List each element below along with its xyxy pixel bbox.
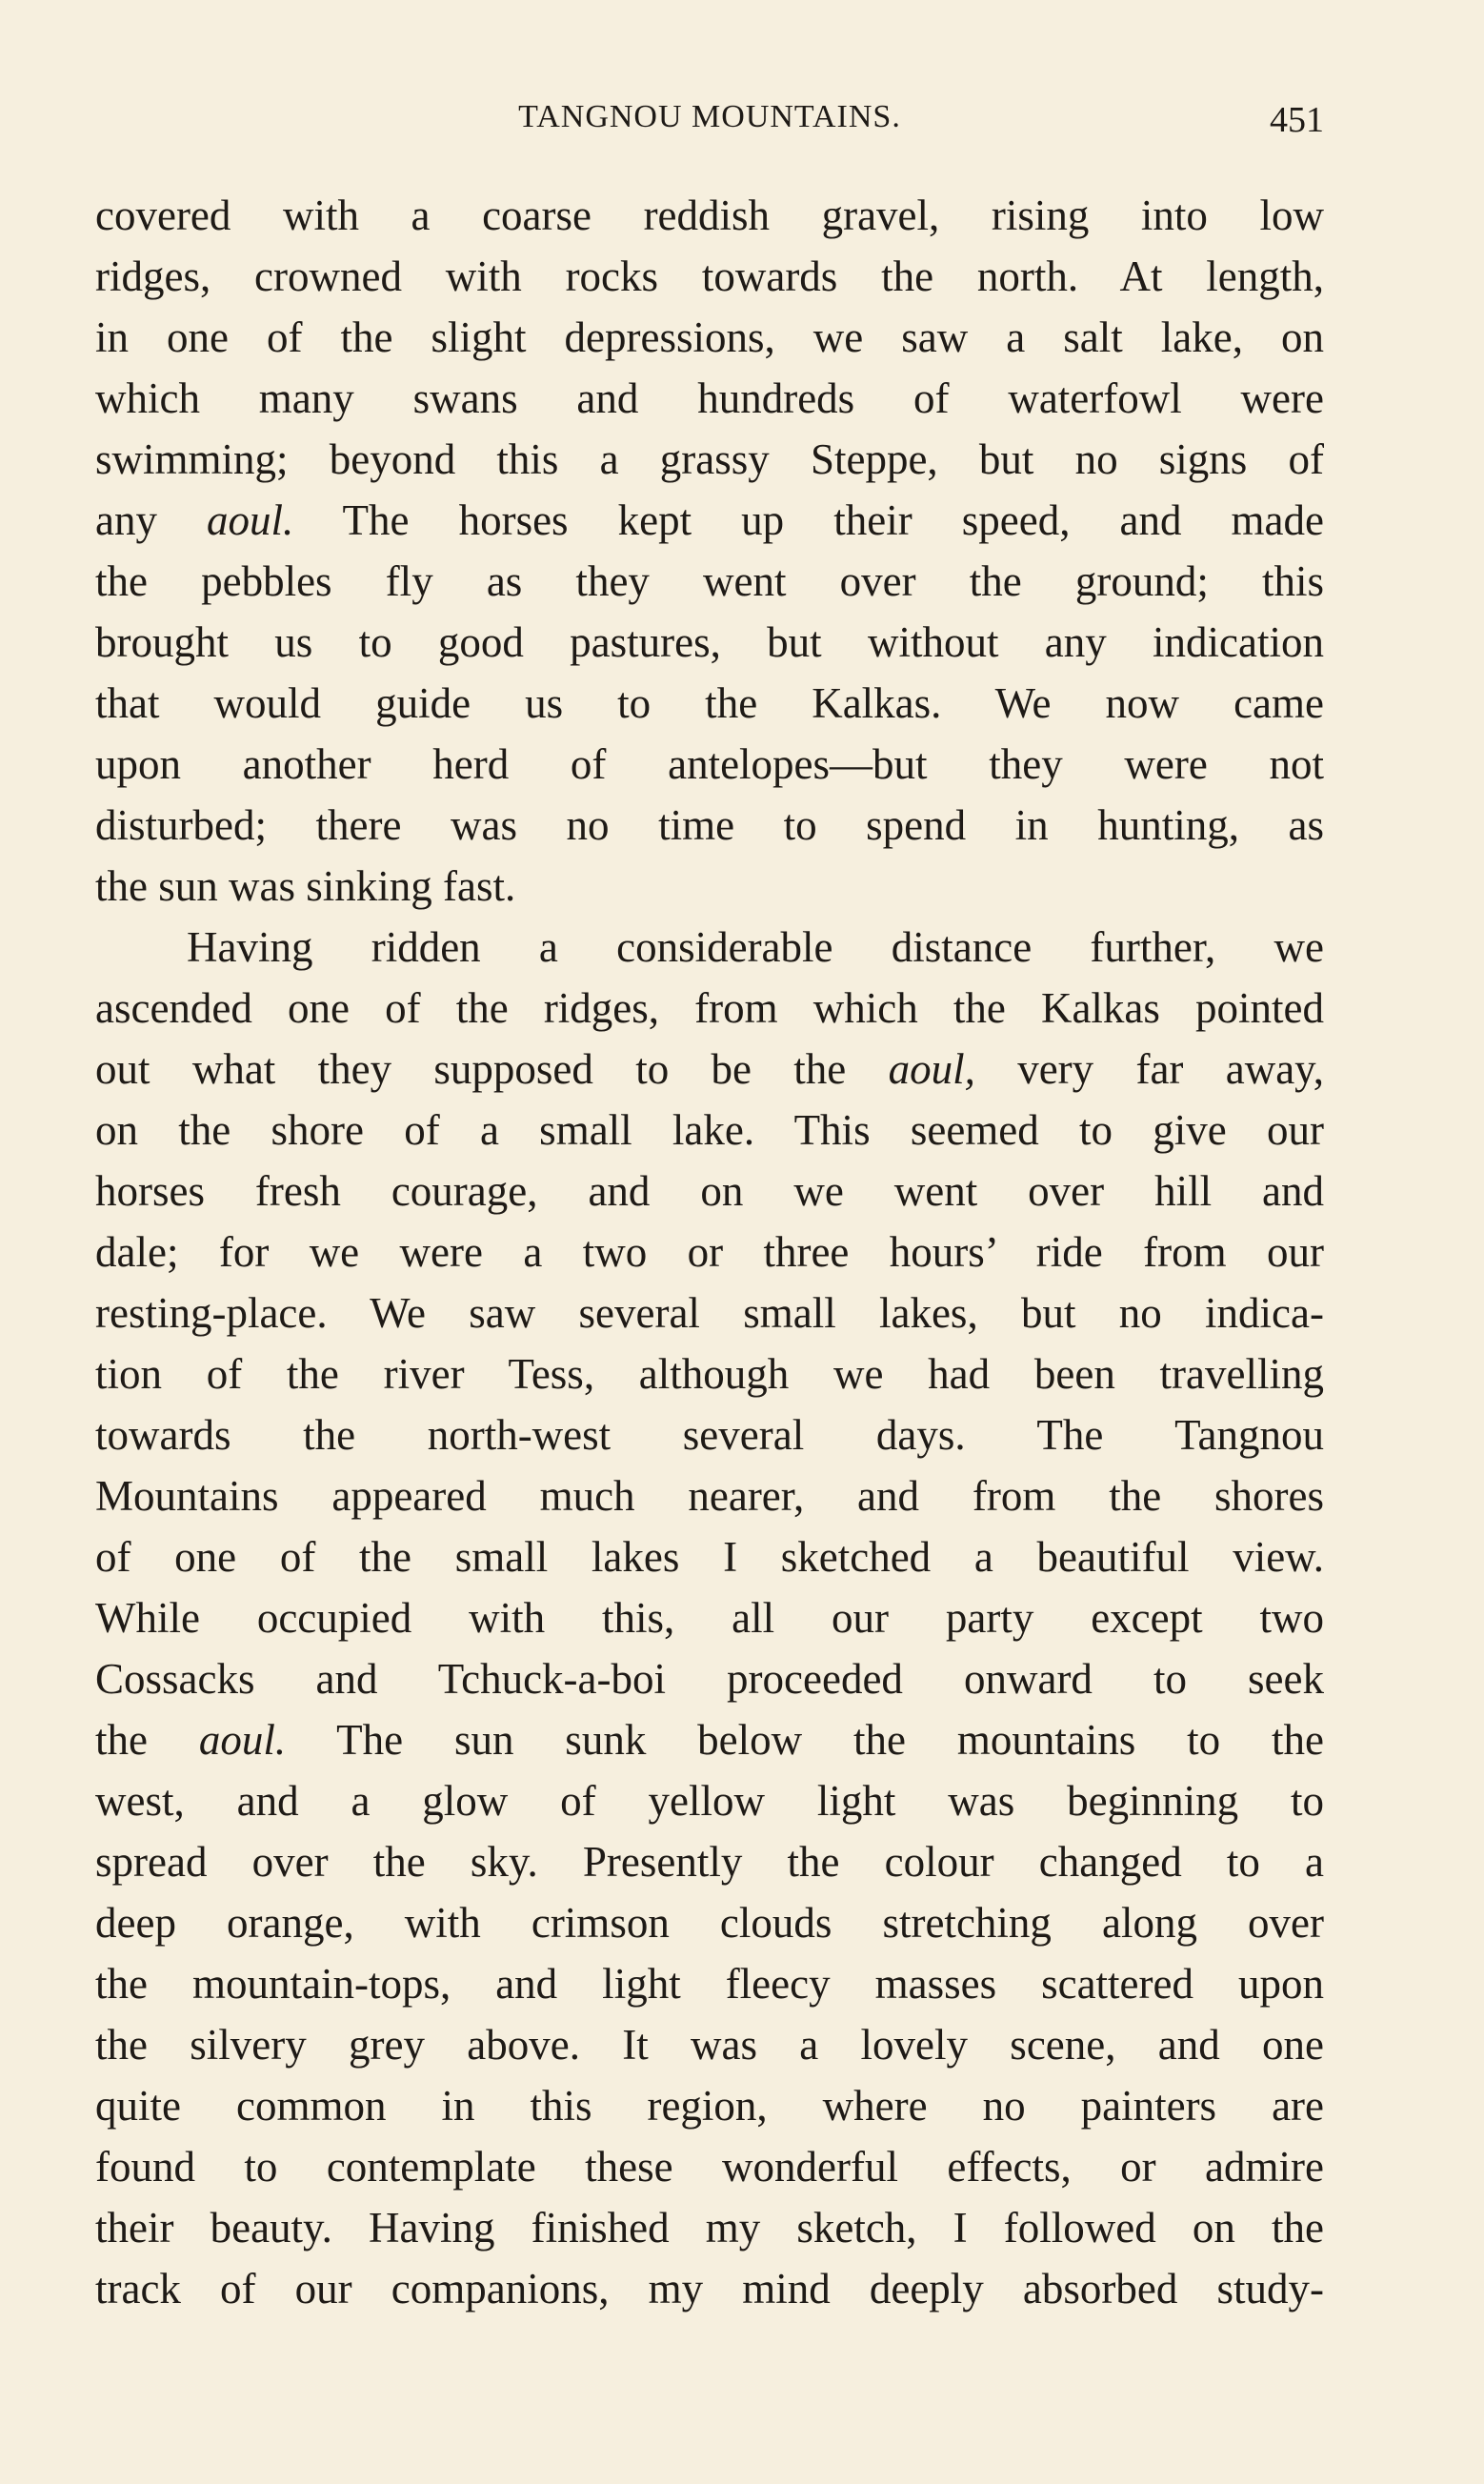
- italic-word: aoul.: [207, 496, 294, 544]
- text-line: towards the north-west several days. The Tangnou: [95, 1411, 1324, 1459]
- text-line: the mountain-tops, and light fleecy masses scattered upon: [95, 1960, 1324, 2008]
- body-text: [95, 185, 1324, 2319]
- text-line: swimming; beyond this a grassy Steppe, but no signs of: [95, 435, 1324, 483]
- page-number: 451: [1270, 100, 1324, 140]
- text-line: Cossacks and Tchuck-a-boi proceeded onward to seek: [95, 1655, 1324, 1703]
- running-head: [95, 99, 1324, 156]
- text-line: ascended one of the ridges, from which the Kalkas pointed: [95, 984, 1324, 1032]
- text-line: west, and a glow of yellow light was beginning to: [95, 1777, 1324, 1825]
- text-line: ridges, crowned with rocks towards the north. At length,: [95, 252, 1324, 300]
- text-line: the silvery grey above. It was a lovely scene, and one: [95, 2021, 1324, 2069]
- text-line: in one of the slight depressions, we saw a salt lake, on: [95, 313, 1324, 361]
- italic-word: aoul.: [198, 1716, 287, 1764]
- text-line: Mountains appeared much nearer, and from the shores: [95, 1472, 1324, 1520]
- italic-word: aoul,: [888, 1045, 975, 1093]
- text-line: tion of the river Tess, although we had been travelling: [95, 1350, 1324, 1398]
- text-line: track of our companions, my mind deeply absorbed study-: [95, 2265, 1324, 2312]
- running-title: TANGNOU MOUNTAINS.: [518, 99, 901, 134]
- text-line: that would guide us to the Kalkas. We now came: [95, 679, 1324, 727]
- text-line: Having ridden a considerable distance further, we: [187, 923, 1324, 971]
- text-line: their beauty. Having finished my sketch, I followed on the: [95, 2204, 1324, 2252]
- text-line: the aoul. The sun sunk below the mountains to the: [95, 1716, 1324, 1764]
- text-line: the sun was sinking fast.: [95, 862, 516, 910]
- text-line: of one of the small lakes I sketched a beautiful view.: [95, 1533, 1324, 1581]
- text-line: on the shore of a small lake. This seemed to give our: [95, 1106, 1324, 1154]
- text-line: upon another herd of antelopes—but they were not: [95, 740, 1324, 788]
- text-line: covered with a coarse reddish gravel, rising into low: [95, 192, 1324, 239]
- text-line: spread over the sky. Presently the colour changed to a: [95, 1838, 1324, 1886]
- text-line: While occupied with this, all our party except two: [95, 1594, 1324, 1642]
- text-line: dale; for we were a two or three hours’ ride from our: [95, 1228, 1324, 1276]
- text-line: resting-place. We saw several small lakes, but no indica-: [95, 1289, 1324, 1337]
- text-line: disturbed; there was no time to spend in hunting, as: [95, 801, 1324, 849]
- text-line: the pebbles fly as they went over the ground; this: [95, 557, 1324, 605]
- text-line: found to contemplate these wonderful effects, or admire: [95, 2143, 1324, 2191]
- text-line: deep orange, with crimson clouds stretching along over: [95, 1899, 1324, 1947]
- text-line: brought us to good pastures, but without any indication: [95, 618, 1324, 666]
- text-line: any aoul. The horses kept up their speed, and made: [95, 496, 1324, 544]
- text-line: which many swans and hundreds of waterfowl were: [95, 374, 1324, 422]
- text-line: horses fresh courage, and on we went over hill and: [95, 1167, 1324, 1215]
- text-line: out what they supposed to be the aoul, very far away,: [95, 1045, 1324, 1093]
- text-line: quite common in this region, where no painters are: [95, 2082, 1324, 2130]
